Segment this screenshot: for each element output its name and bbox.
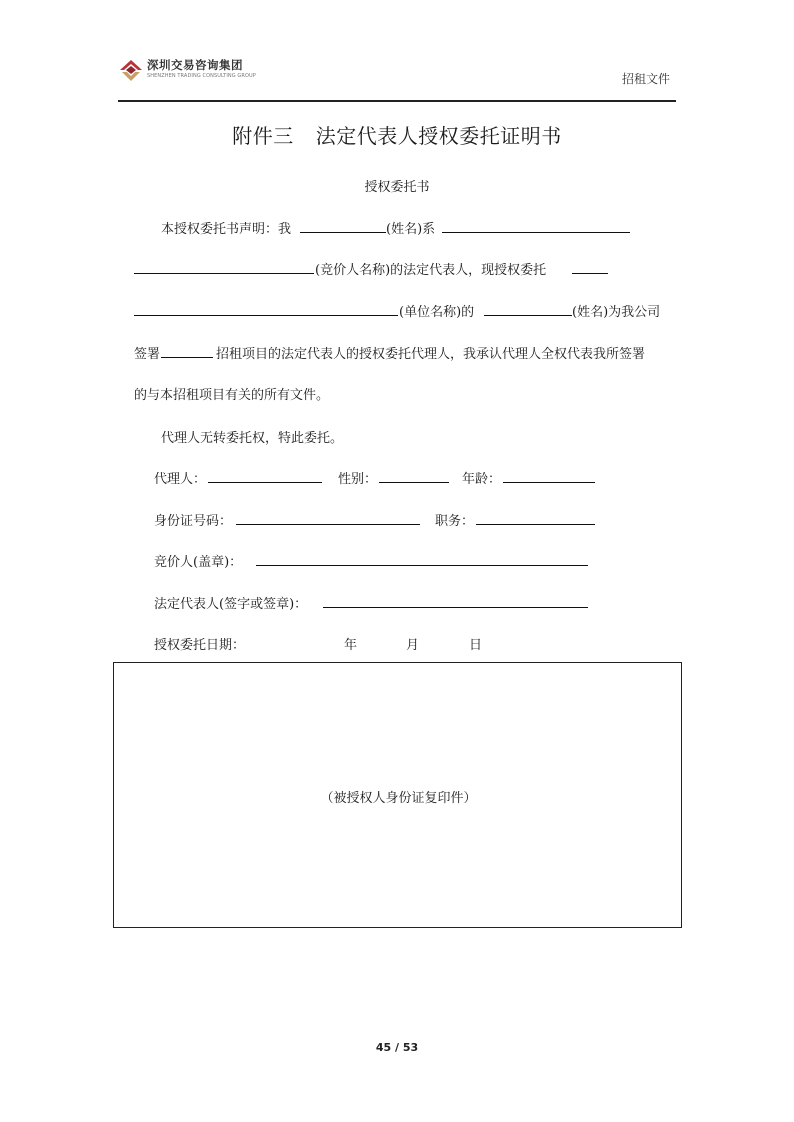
- gender-blank[interactable]: [379, 482, 449, 483]
- line4-text-a: 签署: [134, 347, 161, 362]
- line3-text-a: (单位名称)的: [399, 305, 475, 320]
- id-copy-box: [113, 662, 682, 928]
- position-blank[interactable]: [476, 524, 595, 525]
- line4-text-b: 招租项目的法定代表人的授权委托代理人，我承认代理人全权代表我所签署: [216, 347, 646, 362]
- date-label: 授权委托日期：: [154, 638, 246, 653]
- line1-text-b: (姓名)系: [386, 222, 436, 237]
- legal-rep-label: 法定代表人(签字或签章)：: [154, 597, 308, 612]
- line2-text-a: (竞价人名称)的法定代表人，现授权委托: [315, 263, 547, 278]
- header-doc-label: 招租文件: [622, 72, 671, 86]
- authorize-blank[interactable]: [572, 273, 608, 274]
- id-number-label: 身份证号码：: [154, 514, 233, 529]
- bidder-seal-blank[interactable]: [256, 565, 588, 566]
- legal-rep-blank[interactable]: [323, 607, 588, 608]
- age-label: 年龄：: [462, 472, 502, 487]
- title-part2: 法定代表人授权委托证明书: [315, 124, 562, 148]
- date-month: 月: [406, 638, 420, 653]
- gender-label: 性别：: [338, 472, 378, 487]
- id-number-blank[interactable]: [236, 524, 420, 525]
- agent-label: 代理人：: [154, 472, 207, 487]
- bidder-seal-label: 竞价人(盖章)：: [154, 555, 243, 570]
- project-blank[interactable]: [161, 357, 213, 358]
- line5-text: 的与本招租项目有关的所有文件。: [134, 388, 330, 403]
- date-day: 日: [469, 638, 483, 653]
- unit-name-blank[interactable]: [134, 315, 398, 316]
- name-blank-1[interactable]: [300, 232, 386, 233]
- relation-blank[interactable]: [442, 232, 630, 233]
- date-year: 年: [344, 638, 358, 653]
- title-part1: 附件三: [232, 124, 294, 148]
- line1-text-a: 本授权委托书声明：我: [161, 222, 292, 237]
- agent-blank[interactable]: [208, 482, 322, 483]
- line3-text-b: (姓名)为我公司: [572, 305, 661, 320]
- line6-text: 代理人无转委托权，特此委托。: [161, 431, 344, 446]
- page-number: 45 / 53: [375, 1041, 419, 1054]
- bidder-name-blank[interactable]: [134, 273, 314, 274]
- age-blank[interactable]: [503, 482, 595, 483]
- name-blank-2[interactable]: [484, 315, 572, 316]
- company-name-cn: 深圳交易咨询集团: [147, 58, 243, 72]
- page-title: [0, 120, 794, 149]
- company-name-en: SHENZHEN TRADING CONSULTING GROUP: [147, 73, 256, 79]
- position-label: 职务：: [435, 514, 475, 529]
- subtitle: 授权委托书: [364, 180, 430, 195]
- header-divider: [118, 100, 676, 102]
- company-logo-icon: [118, 56, 144, 82]
- id-copy-label: （被授权人身份证复印件）: [320, 791, 477, 806]
